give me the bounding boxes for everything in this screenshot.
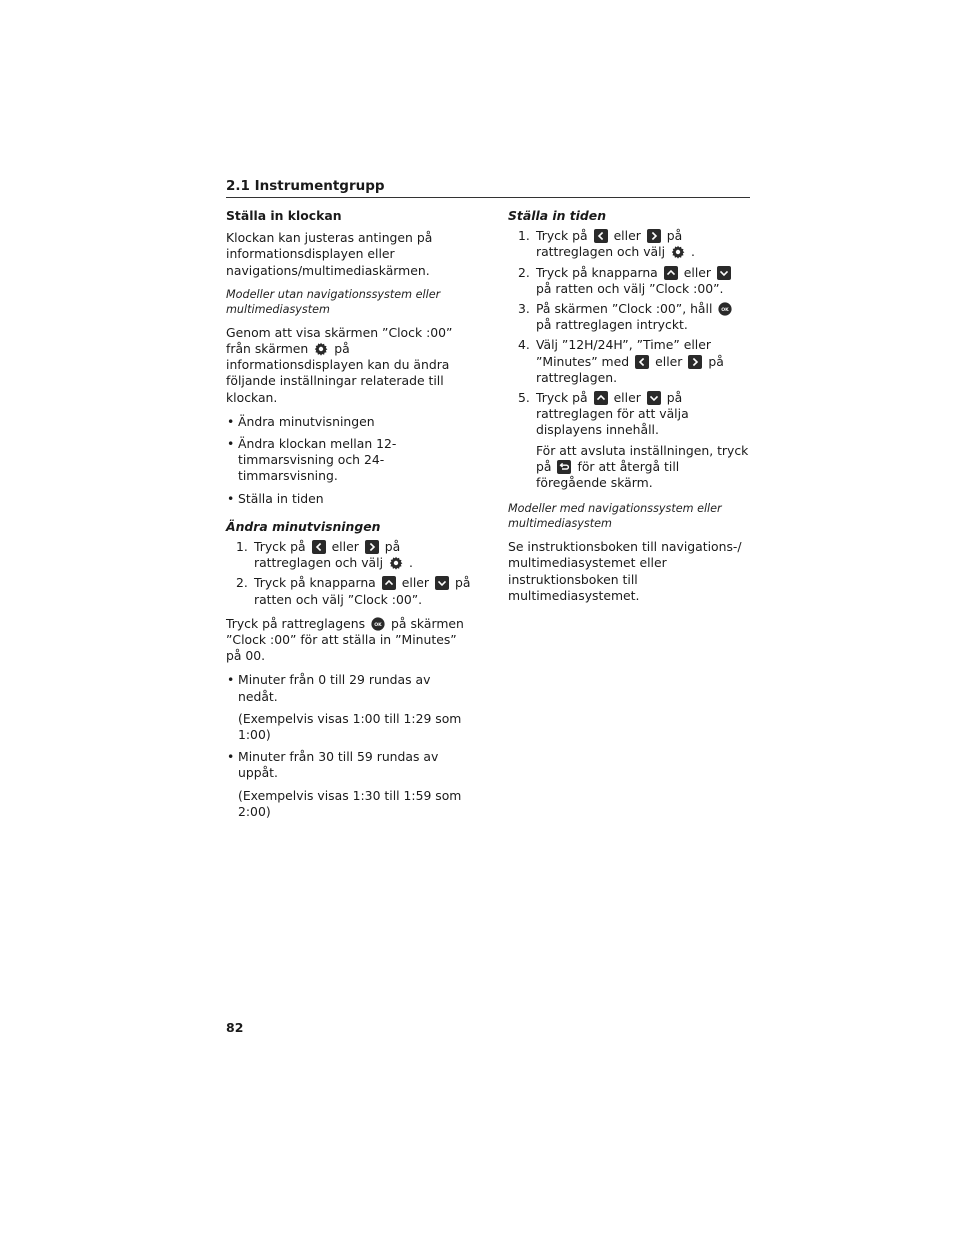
list-item: • Ändra minutvisningen: [226, 414, 474, 430]
step-item: 3. På skärmen ”Clock :00”, håll OK på rattreglagen intryckt.: [518, 301, 752, 333]
step-continuation: För att avsluta inställningen, tryck på för att återgå till föregående skärm.: [536, 442, 749, 491]
ok-button-icon: [718, 302, 732, 316]
chevron-left-icon: [635, 355, 649, 369]
steps-time: [508, 228, 752, 438]
step-item: 1. Tryck på eller på rattreglagen och välj .: [236, 539, 413, 571]
svg-text:OK: OK: [374, 622, 382, 628]
steps-minutes: [226, 539, 474, 608]
list-item: • Minuter från 30 till 59 rundas av uppåt.: [226, 749, 474, 781]
step-item: 2. Tryck på knapparna eller på ratten och välj ”Clock :00”.: [236, 575, 471, 607]
final-text: Se instruktionsboken till navigations-/ multimediasystemet eller instruktionsboken till multimediasystemet.: [508, 539, 742, 603]
gear-icon: [314, 342, 328, 356]
chevron-right-icon: [688, 355, 702, 369]
chevron-up-icon: [664, 266, 678, 280]
section-header: [226, 178, 750, 198]
heading-set-time: Ställa in tiden: [508, 208, 607, 223]
list-item: • Ställa in tiden: [226, 491, 474, 507]
list-item-example: (Exempelvis visas 1:00 till 1:29 som 1:00): [238, 710, 462, 743]
list-item: • Ändra klockan mellan 12-timmarsvisning och 24-timmarsvisning.: [226, 436, 474, 485]
right-column: [508, 208, 752, 612]
list-item-example: (Exempelvis visas 1:30 till 1:59 som 2:00): [238, 787, 462, 819]
chevron-right-icon: [647, 229, 661, 243]
chevron-left-icon: [312, 540, 326, 554]
ok-button-icon: [371, 617, 385, 631]
gear-icon: [671, 245, 685, 259]
back-icon: [557, 460, 571, 474]
chevron-down-icon: [647, 391, 661, 405]
svg-text:OK: OK: [721, 307, 730, 313]
heading-change-minutes: Ändra minutvisningen: [226, 518, 381, 534]
left-column: [226, 208, 474, 826]
subheading-with-nav: Modeller med navigationssystem eller multimediasystem: [508, 502, 722, 531]
chevron-right-icon: [365, 540, 379, 554]
gear-icon: [389, 556, 403, 570]
step-item: 2. Tryck på knapparna eller på ratten och välj ”Clock :00”.: [518, 265, 752, 297]
chevron-up-icon: [594, 391, 608, 405]
step-item: 4. Välj ”12H/24H”, ”Time” eller ”Minutes” med eller på rattreglagen.: [518, 337, 724, 385]
step-item: 5. Tryck på eller på rattreglagen för att välja displayens innehåll.: [518, 390, 689, 438]
chevron-down-icon: [717, 266, 731, 280]
step-item: 1. Tryck på eller på rattreglagen och välj .: [518, 228, 695, 260]
list-item: • Minuter från 0 till 29 rundas av nedåt.: [226, 672, 474, 704]
chevron-down-icon: [435, 576, 449, 590]
chevron-up-icon: [382, 576, 396, 590]
para-clock-screen: Genom att visa skärmen ”Clock :00” från skärmen på informationsdisplayen kan du ändra följande inställningar relaterade till klockan.: [226, 324, 453, 405]
subheading-no-nav: Modeller utan navigationssystem eller multimediasystem: [226, 287, 441, 316]
para-ok-button: Tryck på rattreglagens OK på skärmen ”Clock :00” för att ställa in ”Minutes” på 00.: [226, 615, 464, 664]
heading-set-clock: Ställa in klockan: [226, 208, 342, 223]
chevron-left-icon: [594, 229, 608, 243]
intro-text: Klockan kan justeras antingen på informationsdisplayen eller navigations/multimediaskärmen.: [226, 230, 433, 278]
page-number: 82: [226, 1020, 244, 1035]
section-title: 2.1 Instrumentgrupp: [226, 178, 385, 194]
